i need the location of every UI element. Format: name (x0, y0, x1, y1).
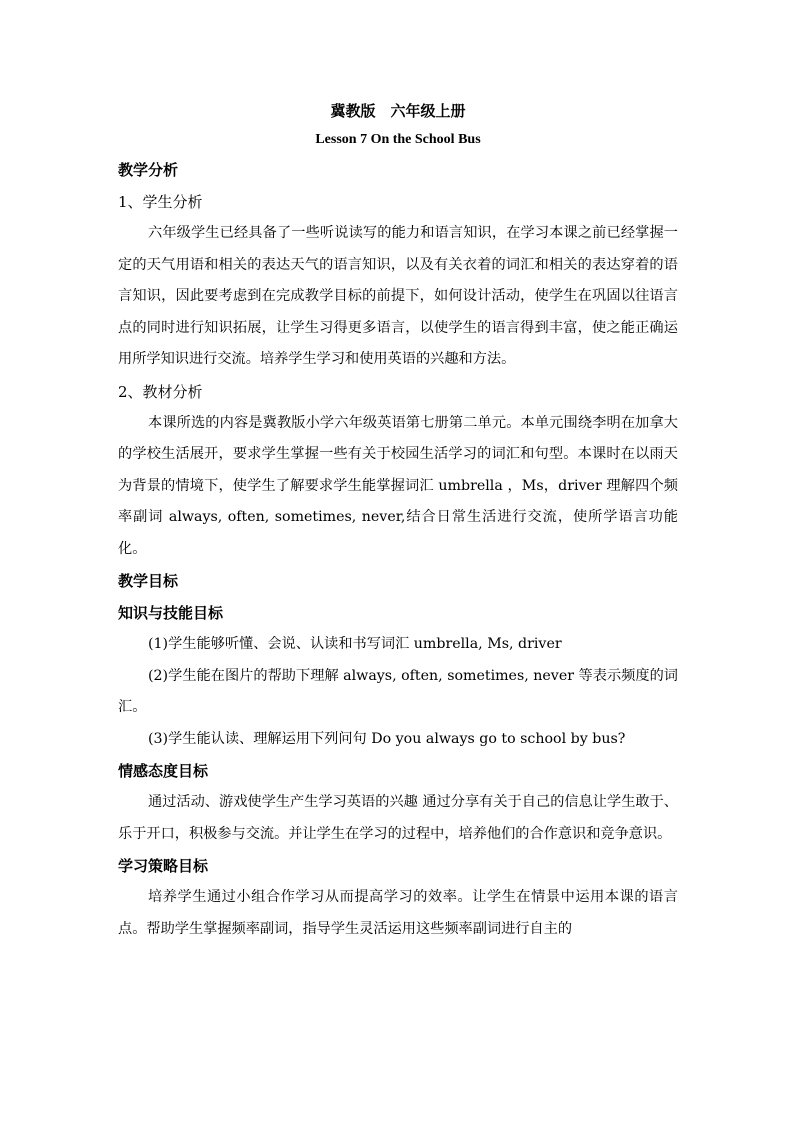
teaching-analysis-heading: 教学分析 (118, 161, 179, 179)
lesson-title: Lesson 7 On the School Bus (315, 132, 481, 147)
material-analysis-heading: 2、教材分析 (118, 382, 203, 401)
student-analysis-heading: 1、学生分析 (118, 193, 203, 211)
knowledge-skills-heading: 知识与技能目标 (118, 604, 224, 622)
emotion-attitude-heading: 情感态度目标 (118, 762, 209, 780)
goal-item-3: (3)学生能认读、理解运用下列问句 Do you always go to school by bus? (148, 730, 626, 747)
material-analysis-paragraph: 本课所选的内容是冀教版小学六年级英语第七册第二单元。本单元围绕李明在加拿大的学校生活展开，要求学生掌握一些有关于校园生活学习的词汇和句型。本课时在以雨天为背景的情境下，使学生了解要求学生能掌握词汇 umbrella ，Ms，driver 理解四个频率副词 always, often, sometimes, never,结合日常生活进行交流，使所学语言功能化。 (118, 414, 678, 557)
document-content (118, 96, 678, 945)
goal-item-2: (2)学生能在图片的帮助下理解 always, often, sometimes, never 等表示频度的词汇。 (118, 667, 678, 715)
student-analysis-paragraph: 六年级学生已经具备了一些听说读写的能力和语言知识，在学习本课之前已经掌握一定的天气用语和相关的表达天气的语言知识，以及有关衣着的词汇和相关的表达穿着的语言知识，因此要考虑到在完成教学目标的前提下，如何设计活动，使学生在巩固以往语言点的同时进行知识拓展，让学生习得更多语言，以使学生的语言得到丰富，使之能正确运用所学知识进行交流。培养学生学习和使用英语的兴趣和方法。 (118, 225, 678, 367)
teaching-goals-heading: 教学目标 (118, 572, 179, 590)
document-title: 冀教版 六年级上册 (330, 102, 466, 120)
learning-strategy-heading: 学习策略目标 (118, 857, 209, 875)
goal-item-1: (1)学生能够听懂、会说、认读和书写词汇 umbrella, Ms, driver (148, 636, 562, 652)
emotion-attitude-paragraph: 通过活动、游戏使学生产生学习英语的兴趣 通过分享有关于自己的信息让学生敢于、乐于开口，积极参与交流。并让学生在学习的过程中，培养他们的合作意识和竞争意识。 (118, 794, 678, 842)
learning-strategy-paragraph: 培养学生通过小组合作学习从而提高学习的效率。让学生在情景中运用本课的语言点。帮助学生掌握频率副词，指导学生灵活运用这些频率副词进行自主的 (118, 889, 678, 937)
